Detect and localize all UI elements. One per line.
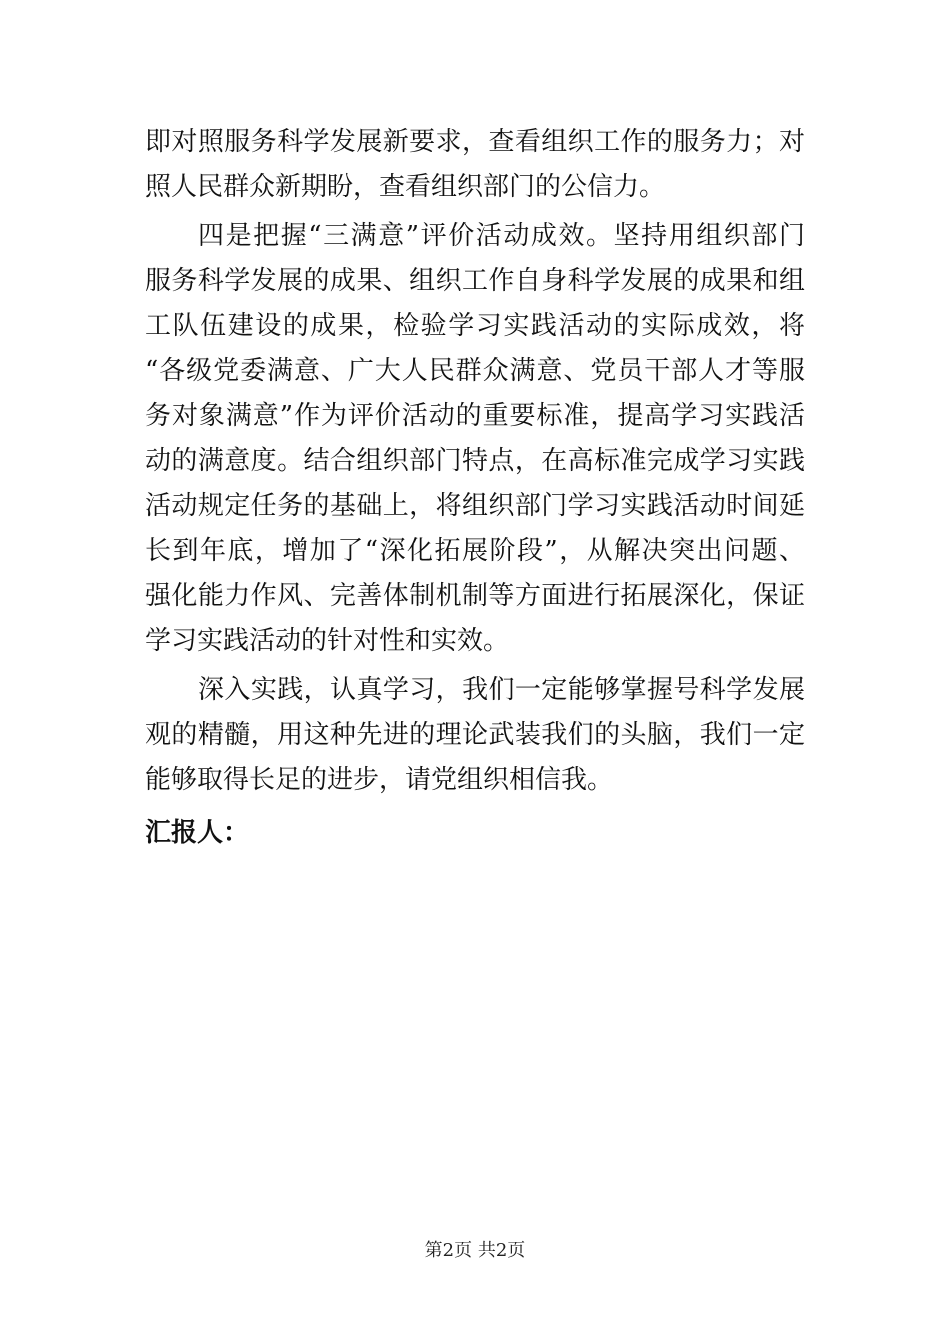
body-text-line: 活动规定任务的基础上，将组织部门学习实践活动时间延 bbox=[145, 491, 805, 521]
body-text-line: 动的满意度。结合组织部门特点，在高标准完成学习实践 bbox=[145, 446, 805, 476]
reporter-label: 汇报人： bbox=[145, 818, 250, 848]
paragraph-first-line: 四是把握“三满意”评价活动成效。坚持用组织部门 bbox=[198, 221, 805, 251]
body-text-line: 照人民群众新期盼，查看组织部门的公信力。 bbox=[145, 172, 666, 202]
body-text-line: “各级党委满意、广大人民群众满意、党员干部人才等服 bbox=[145, 356, 805, 386]
page-footer: 第2页 共2页 bbox=[424, 1240, 526, 1261]
body-text-line: 务对象满意”作为评价活动的重要标准，提高学习实践活 bbox=[145, 401, 805, 431]
body-text-line: 服务科学发展的成果、组织工作自身科学发展的成果和组 bbox=[145, 266, 805, 296]
body-text-line: 学习实践活动的针对性和实效。 bbox=[145, 626, 510, 656]
body-text-line: 观的精髓，用这种先进的理论武装我们的头脑，我们一定 bbox=[145, 720, 805, 750]
body-text-line: 即对照服务科学发展新要求，查看组织工作的服务力；对 bbox=[145, 127, 805, 157]
paragraph-first-line: 深入实践，认真学习，我们一定能够掌握号科学发展 bbox=[198, 675, 805, 705]
body-text-line: 能够取得长足的进步，请党组织相信我。 bbox=[145, 765, 614, 795]
body-text-line: 工队伍建设的成果，检验学习实践活动的实际成效，将 bbox=[145, 311, 805, 341]
body-text-line: 长到年底，增加了“深化拓展阶段”，从解决突出问题、 bbox=[145, 536, 805, 566]
body-text-line: 强化能力作风、完善体制机制等方面进行拓展深化，保证 bbox=[145, 581, 805, 611]
